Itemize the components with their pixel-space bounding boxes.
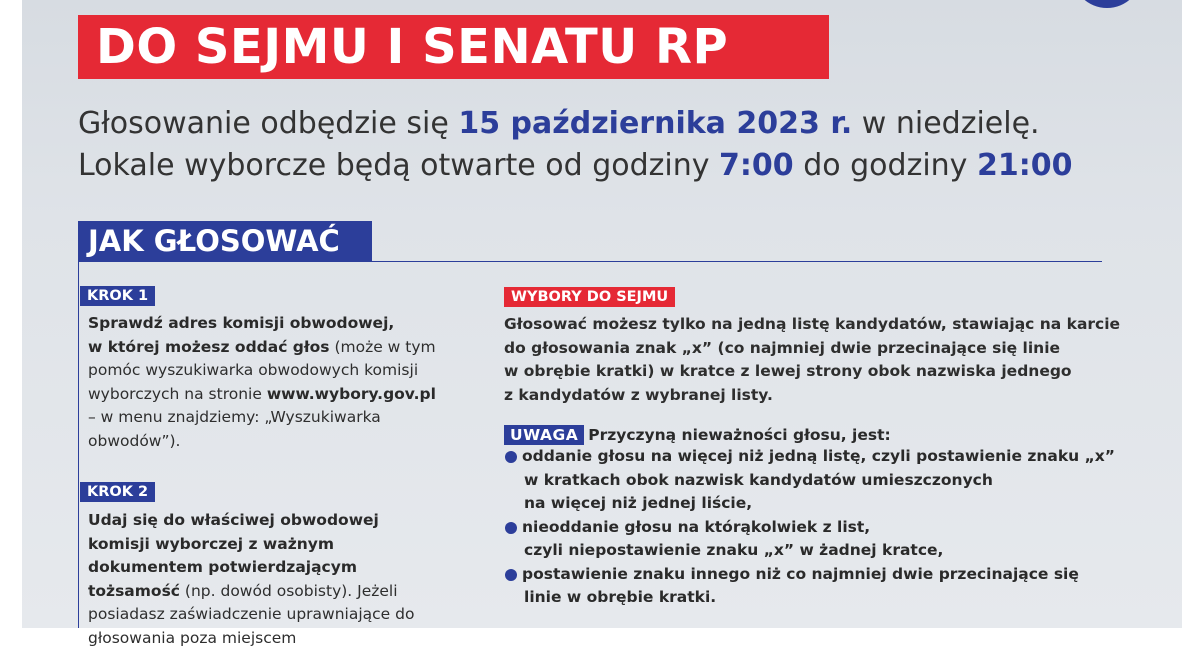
intro-text — [78, 103, 1168, 187]
step-2-text: Udaj się do właściwej obwodowej komisji wyborczej z ważnym dokumentem potwierdzającym tożsamość (np. dowód osobisty). Jeżeli posiadasz zaświadczenie uprawniające do głosowania poza miejscem — [88, 511, 415, 647]
warning-list — [504, 445, 1144, 610]
intro-line-2: Lokale wyborcze będą otwarte od godziny 7:00 do godziny 21:00 — [78, 148, 1073, 183]
list-item: nieoddanie głosu na którąkolwiek z list, czyli niepostawienie znaku „x” w żadnej kratce, — [504, 516, 1144, 563]
election-poster — [22, 0, 1182, 647]
corner-logo-icon — [1072, 0, 1142, 8]
step-1-text: Sprawdź adres komisji obwodowej, w której możesz oddać głos (może w tym pomóc wyszukiwarka obwodowych komisji wyborczych na stronie www.wybory.gov.pl – w menu znajdziemy: „Wyszukiwarka obwodów”). — [88, 314, 436, 450]
website-link[interactable]: www.wybory.gov.pl — [266, 384, 436, 403]
warning-label: UWAGA — [504, 425, 584, 445]
warning-heading: UWAGA Przyczyną nieważności głosu, jest: — [504, 425, 891, 445]
step-1-label: KROK 1 — [80, 286, 155, 306]
sejm-label: WYBORY DO SEJMU — [504, 287, 675, 307]
election-date: 15 października 2023 r. — [458, 106, 853, 141]
intro-line-1: Głosowanie odbędzie się 15 października 2023 r. w niedzielę. — [78, 106, 1040, 141]
bullet-icon — [505, 569, 517, 581]
headline-banner: DO SEJMU I SENATU RP — [78, 15, 829, 79]
bullet-icon — [505, 522, 517, 534]
sejm-text: Głosować możesz tylko na jedną listę kandydatów, stawiając na karcie do głosowania znak „x” (co najmniej dwie przecinające się linie w obrębie kratki) w kratce z lewej strony obok nazwiska jednego z kandydatów z wybranej listy. — [504, 315, 1121, 404]
list-item: postawienie znaku innego niż co najmniej dwie przecinające się linie w obrębie kratki. — [504, 563, 1144, 610]
section-title: JAK GŁOSOWAĆ — [78, 221, 372, 261]
opening-time: 7:00 — [719, 148, 794, 183]
bullet-icon — [505, 451, 517, 463]
step-2-label: KROK 2 — [80, 482, 155, 502]
section-divider — [78, 261, 1102, 262]
closing-time: 21:00 — [976, 148, 1073, 183]
list-item: oddanie głosu na więcej niż jedną listę, czyli postawienie znaku „x” w kratkach obok nazwisk kandydatów umieszczonych na więcej niż jednej liście, — [504, 445, 1144, 516]
left-divider — [78, 261, 79, 628]
